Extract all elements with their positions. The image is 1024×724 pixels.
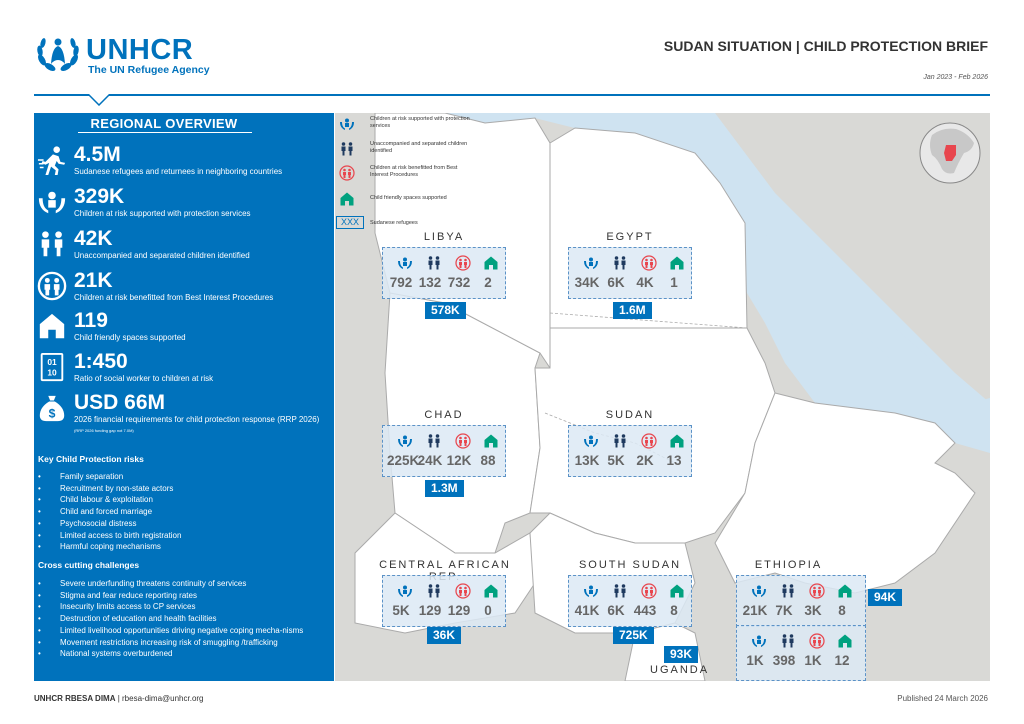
legend-label: Sudanese refugees xyxy=(370,220,418,226)
date-range: Jan 2023 - Feb 2026 xyxy=(923,74,988,81)
value-bip: 3K xyxy=(804,603,822,618)
list-item: • Limited livelihood opportunities driving negative coping mecha-nisms xyxy=(38,625,330,637)
value-cp-services: 34K xyxy=(574,275,600,290)
family-circle-icon xyxy=(641,254,657,272)
country-icons xyxy=(575,582,687,600)
country-icons xyxy=(743,632,855,650)
list-item: • Limited access to birth registration xyxy=(38,530,330,542)
refugee-count-chad: 1.3M xyxy=(425,480,464,497)
country-name-uganda: UGANDA xyxy=(650,664,710,676)
value-cp-services: 13K xyxy=(574,453,600,468)
panel-title: REGIONAL OVERVIEW xyxy=(90,116,238,131)
stat-ratio xyxy=(34,350,334,390)
list-item: • Stigma and fear reduce reporting rates xyxy=(38,590,330,602)
country-icons xyxy=(743,582,855,600)
value-bip: 732 xyxy=(447,275,471,290)
footer-contact: UNHCR RBESA DIMA | rbesa-dima@unhcr.org xyxy=(34,694,204,703)
country-name: SOUTH SUDAN xyxy=(578,559,682,571)
value-bip: 443 xyxy=(633,603,657,618)
value-uasc: 129 xyxy=(418,603,442,618)
stat-label-text: 2026 financial requirements for child protection response (RRP 2026) xyxy=(74,415,320,424)
value-cfs: 0 xyxy=(484,603,492,618)
country-stats-box xyxy=(382,575,506,627)
logo-wordmark: UNHCR xyxy=(86,34,194,66)
refugee-count-libya: 578K xyxy=(425,302,466,319)
house-icon xyxy=(483,254,499,272)
legend-label: Child friendly spaces supported xyxy=(370,195,447,201)
country-values xyxy=(741,653,857,671)
child-protection-hands-icon xyxy=(397,582,413,600)
stat-refugees xyxy=(34,143,334,183)
family-circle-icon xyxy=(641,582,657,600)
country-stats-box xyxy=(736,575,866,627)
two-children-icon xyxy=(780,632,796,650)
stat-label: Sudanese refugees and returnees in neighboring countries xyxy=(74,167,283,176)
country-values xyxy=(573,453,689,471)
footer-published: Published 24 March 2026 xyxy=(897,694,988,703)
child-protection-hands-icon xyxy=(751,632,767,650)
value-uasc: 132 xyxy=(418,275,442,290)
child-protection-hands-icon xyxy=(397,432,413,450)
country-stats-box xyxy=(736,625,866,681)
header-notch xyxy=(88,94,110,106)
list-item: • Severe underfunding threatens continuity of services xyxy=(38,578,330,590)
two-children-icon xyxy=(612,582,628,600)
family-circle-icon xyxy=(809,632,825,650)
country-name: ETHIOPIA xyxy=(754,559,823,571)
footer-org: UNHCR RBESA DIMA xyxy=(34,694,116,703)
house-icon xyxy=(837,582,853,600)
inset-globe xyxy=(918,121,982,185)
list-item: • Insecurity limits access to CP services xyxy=(38,601,330,613)
family-circle-icon xyxy=(641,432,657,450)
list-item: • Movement restrictions increasing risk of smuggling /trafficking xyxy=(38,637,330,649)
value-cp-services: 41K xyxy=(574,603,600,618)
list-item: • Child labour & exploitation xyxy=(38,494,330,506)
value-uasc: 6K xyxy=(607,603,625,618)
value-bip: 12K xyxy=(446,453,472,468)
two-children-icon xyxy=(612,254,628,272)
country-name: EGYPT xyxy=(606,231,654,243)
value-cfs: 88 xyxy=(480,453,496,468)
list-item: • Child and forced marriage xyxy=(38,506,330,518)
stat-value: 119 xyxy=(74,309,108,332)
house-icon xyxy=(483,432,499,450)
child-protection-hands-icon xyxy=(583,432,599,450)
stat-funding xyxy=(34,391,334,441)
country-stats-box xyxy=(568,575,692,627)
country-icons xyxy=(389,254,501,272)
value-cfs: 13 xyxy=(666,453,682,468)
stat-label xyxy=(74,415,330,436)
stat-cfs xyxy=(34,309,334,349)
child-protection-hands-icon xyxy=(397,254,413,272)
two-children-icon xyxy=(426,254,442,272)
refugee-count-south-sudan: 725K xyxy=(613,627,654,644)
legend-label: Unaccompanied and separated children identified xyxy=(370,141,468,154)
value-uasc: 5K xyxy=(607,453,625,468)
list-item: • Harmful coping mechanisms xyxy=(38,541,330,553)
panel-title-underline xyxy=(78,132,252,133)
stat-label: Unaccompanied and separated children identified xyxy=(74,251,250,260)
document-title: SUDAN SITUATION | CHILD PROTECTION BRIEF xyxy=(663,38,988,54)
two-children-icon xyxy=(36,229,68,259)
value-uasc: 6K xyxy=(607,275,625,290)
family-circle-icon xyxy=(455,582,471,600)
country-values xyxy=(387,603,503,621)
country-icons xyxy=(575,254,687,272)
stat-label: Children at risk supported with protection services xyxy=(74,209,251,218)
value-cfs: 8 xyxy=(838,603,846,618)
country-icons xyxy=(575,432,687,450)
country-name: SUDAN xyxy=(605,409,655,421)
value-cp-services: 792 xyxy=(389,275,413,290)
value-uasc: 398 xyxy=(772,653,796,668)
house-icon xyxy=(483,582,499,600)
country-values xyxy=(387,453,503,471)
country-name: CHAD xyxy=(424,409,464,421)
value-bip: 1K xyxy=(804,653,822,668)
value-uasc: 7K xyxy=(775,603,793,618)
stat-value: 1:450 xyxy=(74,350,128,373)
value-cfs: 2 xyxy=(484,275,492,290)
family-circle-icon xyxy=(36,271,68,301)
refugee-box-swatch: XXX xyxy=(336,216,364,229)
country-values xyxy=(573,603,689,621)
two-children-icon xyxy=(612,432,628,450)
fleeing-person-icon xyxy=(36,145,68,175)
country-icons xyxy=(389,432,501,450)
footer-email[interactable]: rbesa-dima@unhcr.org xyxy=(122,694,204,703)
value-uasc: 24K xyxy=(417,453,443,468)
country-values xyxy=(387,275,503,293)
stat-label: Child friendly spaces supported xyxy=(74,333,186,342)
ratio-icon xyxy=(36,352,68,382)
value-cp-services: 5K xyxy=(392,603,410,618)
country-stats-box xyxy=(568,247,692,299)
country-stats-box xyxy=(382,247,506,299)
family-circle-icon xyxy=(339,165,355,181)
value-bip: 129 xyxy=(447,603,471,618)
list-item: • Destruction of education and health facilities xyxy=(38,613,330,625)
two-children-icon xyxy=(426,432,442,450)
child-protection-hands-icon xyxy=(583,582,599,600)
country-name: CENTRAL AFRICAN xyxy=(379,559,511,571)
regional-overview-panel xyxy=(34,113,334,681)
value-cfs: 12 xyxy=(834,653,850,668)
family-circle-icon xyxy=(809,582,825,600)
stat-value: 42K xyxy=(74,227,113,250)
logo-tagline: The UN Refugee Agency xyxy=(88,64,210,76)
header-divider xyxy=(34,94,990,96)
value-cp-services: 21K xyxy=(742,603,768,618)
child-protection-hands-icon xyxy=(583,254,599,272)
list-item: • Psychosocial distress xyxy=(38,518,330,530)
child-protection-hands-icon xyxy=(339,116,355,132)
legend-label: Children at risk supported with protection services xyxy=(370,116,470,129)
money-bag-icon xyxy=(36,393,68,423)
value-cp-services: 225K xyxy=(387,453,420,468)
value-cfs: 1 xyxy=(670,275,678,290)
list-item: • Family separation xyxy=(38,471,330,483)
child-protection-hands-icon xyxy=(36,187,68,217)
house-icon xyxy=(669,582,685,600)
list-item: • Recruitment by non-state actors xyxy=(38,483,330,495)
two-children-icon xyxy=(426,582,442,600)
stat-value: USD 66M xyxy=(74,391,166,414)
laurel-icon xyxy=(34,34,82,76)
risks-list xyxy=(38,471,330,553)
risks-heading: Key Child Protection risks xyxy=(38,454,144,464)
country-values xyxy=(573,275,689,293)
family-circle-icon xyxy=(455,254,471,272)
stat-label: Children at risk benefitted from Best Interest Procedures xyxy=(74,293,274,302)
stat-value: 4.5M xyxy=(74,143,121,166)
two-children-icon xyxy=(780,582,796,600)
child-protection-hands-icon xyxy=(751,582,767,600)
stat-label: Ratio of social worker to children at risk xyxy=(74,374,214,383)
house-icon xyxy=(36,311,68,341)
refugee-count-egypt: 1.6M xyxy=(613,302,652,319)
two-children-icon xyxy=(339,141,355,157)
family-circle-icon xyxy=(455,432,471,450)
unhcr-logo[interactable] xyxy=(34,34,214,78)
country-stats-box xyxy=(568,425,692,477)
stat-footnote: (RRP 2026 funding gap not 7.0M) xyxy=(74,428,134,433)
house-icon xyxy=(669,254,685,272)
refugee-count-uganda: 93K xyxy=(664,646,698,663)
stat-value: 329K xyxy=(74,185,125,208)
stat-bip xyxy=(34,269,334,309)
legend-label: Children at risk benefitted from Best Interest Procedures xyxy=(370,165,458,178)
stat-uasc xyxy=(34,227,334,267)
refugee-count-ethiopia: 94K xyxy=(868,589,902,606)
value-cp-services: 1K xyxy=(746,653,764,668)
house-icon xyxy=(669,432,685,450)
refugee-count-car: 36K xyxy=(427,627,461,644)
page-header xyxy=(0,0,1024,100)
country-values xyxy=(741,603,857,621)
country-icons xyxy=(389,582,501,600)
cross-cutting-heading: Cross cutting challenges xyxy=(38,560,140,570)
country-stats-box xyxy=(382,425,506,477)
house-icon xyxy=(837,632,853,650)
value-bip: 4K xyxy=(636,275,654,290)
country-name: LIBYA xyxy=(423,231,465,243)
house-icon xyxy=(339,191,355,207)
stat-value: 21K xyxy=(74,269,113,292)
value-cfs: 8 xyxy=(670,603,678,618)
list-item: • National systems overburdened xyxy=(38,648,330,660)
stat-children-supported xyxy=(34,185,334,225)
value-bip: 2K xyxy=(636,453,654,468)
cross-cutting-list xyxy=(38,578,330,660)
